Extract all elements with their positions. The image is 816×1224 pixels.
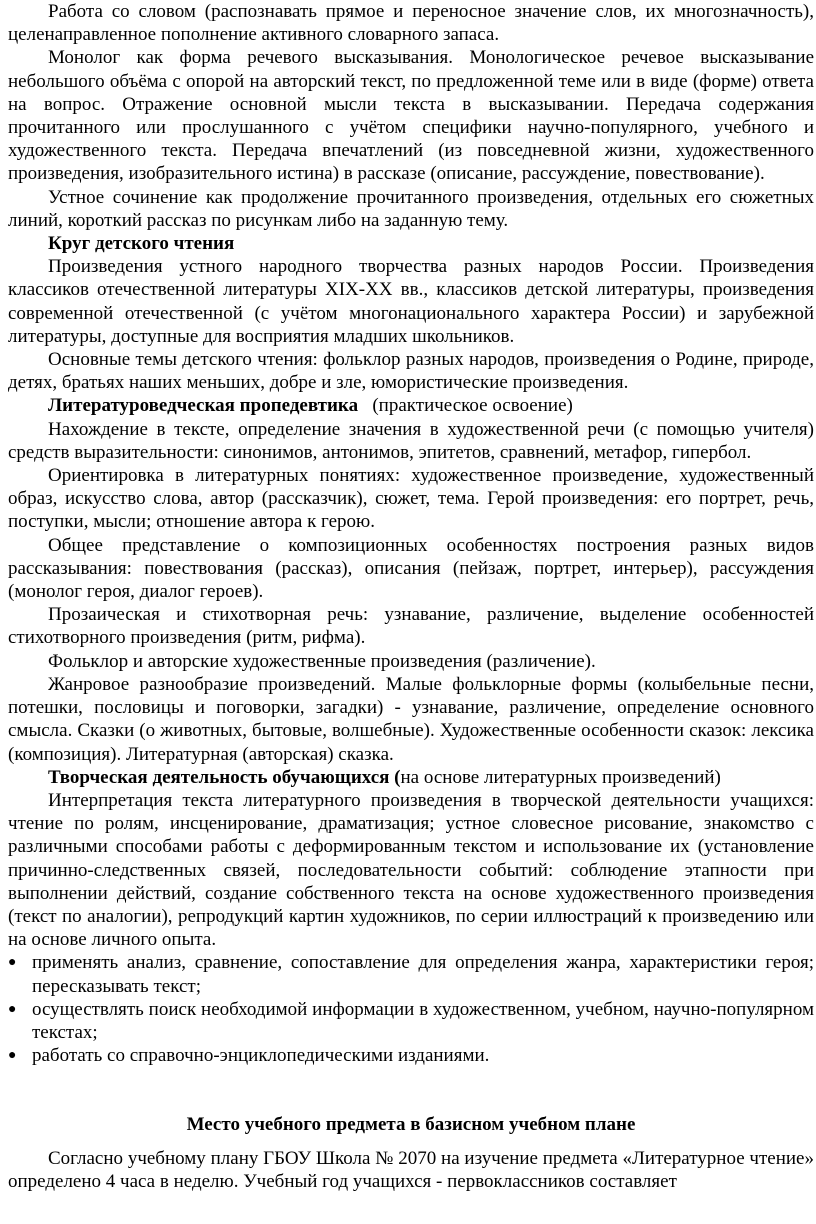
section-title: Место учебного предмета в базисном учебном плане xyxy=(186,1114,636,1136)
paragraph-folklore-author: Фольклор и авторские художественные произведения (различение). xyxy=(48,650,596,672)
paragraph-folk-works: Произведения устного народного творчества разных народов России. Произведения классиков отечественной литературы XIX-XX вв., классиков детской литературы, произведения современной отечественной (с учётом многонационального характера России) и зарубежной литературы, доступные для восприятия младших школьников. xyxy=(8,256,814,347)
list-item-text: применять анализ, сравнение, сопоставление для определения жанра, характеристики героя; пересказывать текст; xyxy=(32,952,814,997)
list-item xyxy=(8,1044,814,1067)
paragraph-reading-themes: Основные темы детского чтения: фольклор разных народов, произведения о Родине, природе, детях, братьях наших меньших, добре и зле, юмористические произведения. xyxy=(8,349,814,394)
paragraph-monologue: Монолог как форма речевого высказывания. Монологическое речевое высказывание небольшого объёма с опорой на авторский текст, по предложенной теме или в виде (форме) ответа на вопрос. Отражение основной мысли текста в высказывании. Передача содержания прочитанного или прослушанного с учётом специфики научно-популярного, учебного и художественного текста. Передача впечатлений (из повседневной жизни, художественного произведения, изобразительного истина) в рассказе (описание, рассуждение, повествование). xyxy=(8,47,814,185)
spacer xyxy=(8,1067,814,1113)
paragraph-genres: Жанровое разнообразие произведений. Малые фольклорные формы (колыбельные песни, потешки, пословицы и поговорки, загадки) - узнавание, различение, определение основного смысла. Сказки (о животных, бытовые, волшебные). Художественные особенности сказок: лексика (композиция). Литературная (авторская) сказка. xyxy=(8,673,814,765)
paragraph-oral-composition: Устное сочинение как продолжение прочитанного произведения, отдельных его сюжетных линий, короткий рассказ по рисункам либо на заданную тему. xyxy=(8,186,814,231)
heading-propaedeutics-note: (практическое освоение) xyxy=(372,395,573,417)
paragraph-interpretation: Интерпретация текста литературного произведения в творческой деятельности учащихся: чтение по ролям, инсценирование, драматизация; устное словесное рисование, знакомство с различными способами работы с деформированным текстом и использование их (установление причинно-следственных связей, последовательности событий: соблюдение этапности при выполнении действий, создание собственного текста на основе художественного произведения (текст по аналогии), репродукций картин художников, по серии иллюстраций к произведению или на основе личного опыта. xyxy=(8,789,814,951)
bullet-icon: ● xyxy=(8,1048,17,1064)
list-item xyxy=(8,998,814,1044)
heading-reading-circle: Круг детского чтения xyxy=(48,233,235,255)
list-item-text: работать со справочно-энциклопедическими изданиями. xyxy=(32,1045,490,1067)
paragraph-expressive-means: Нахождение в тексте, определение значения в художественной речи (с помощью учителя) средств выразительности: синонимов, антонимов, эпитетов, сравнений, метафор, гипербол. xyxy=(8,418,814,463)
heading-creative-activity xyxy=(8,766,814,789)
paragraph-word-work: Работа со словом (распознавать прямое и переносное значение слов, их многозначность), целенаправленное пополнение активного словарного запаса. xyxy=(8,1,814,46)
paragraph-composition: Общее представление о композиционных особенностях построения разных видов рассказывания: повествования (рассказ), описания (пейзаж, портрет, интерьер), рассуждения (монолог героя, диалог героев). xyxy=(8,534,814,603)
heading-propaedeutics-bold: Литературоведческая пропедевтика xyxy=(48,395,359,417)
heading-creative-note: на основе литературных произведений) xyxy=(400,766,721,788)
bullet-icon: ● xyxy=(8,955,17,971)
skills-list xyxy=(8,951,814,1067)
list-item xyxy=(8,951,814,997)
heading-propaedeutics xyxy=(8,394,814,417)
bullet-icon: ● xyxy=(8,1001,17,1017)
paragraph-literary-concepts: Ориентировка в литературных понятиях: художественное произведение, художественный образ, искусство слова, автор (рассказчик), сюжет, тема. Герой произведения: его портрет, речь, поступки, мысли; отношение автора к герою. xyxy=(8,465,814,533)
heading-creative-bold: Творческая деятельность обучающихся ( xyxy=(48,766,401,788)
paragraph-curriculum: Согласно учебному плану ГБОУ Школа № 2070 на изучение предмета «Литературное чтение» определено 4 часа в неделю. Учебный год учащихся - первоклассников составляет xyxy=(8,1147,814,1192)
list-item-text: осуществлять поиск необходимой информации в художественном, учебном, научно-популярном текстах; xyxy=(32,998,814,1043)
paragraph-prose-verse: Прозаическая и стихотворная речь: узнавание, различение, выделение особенностей стихотворного произведения (ритм, рифма). xyxy=(8,604,814,649)
